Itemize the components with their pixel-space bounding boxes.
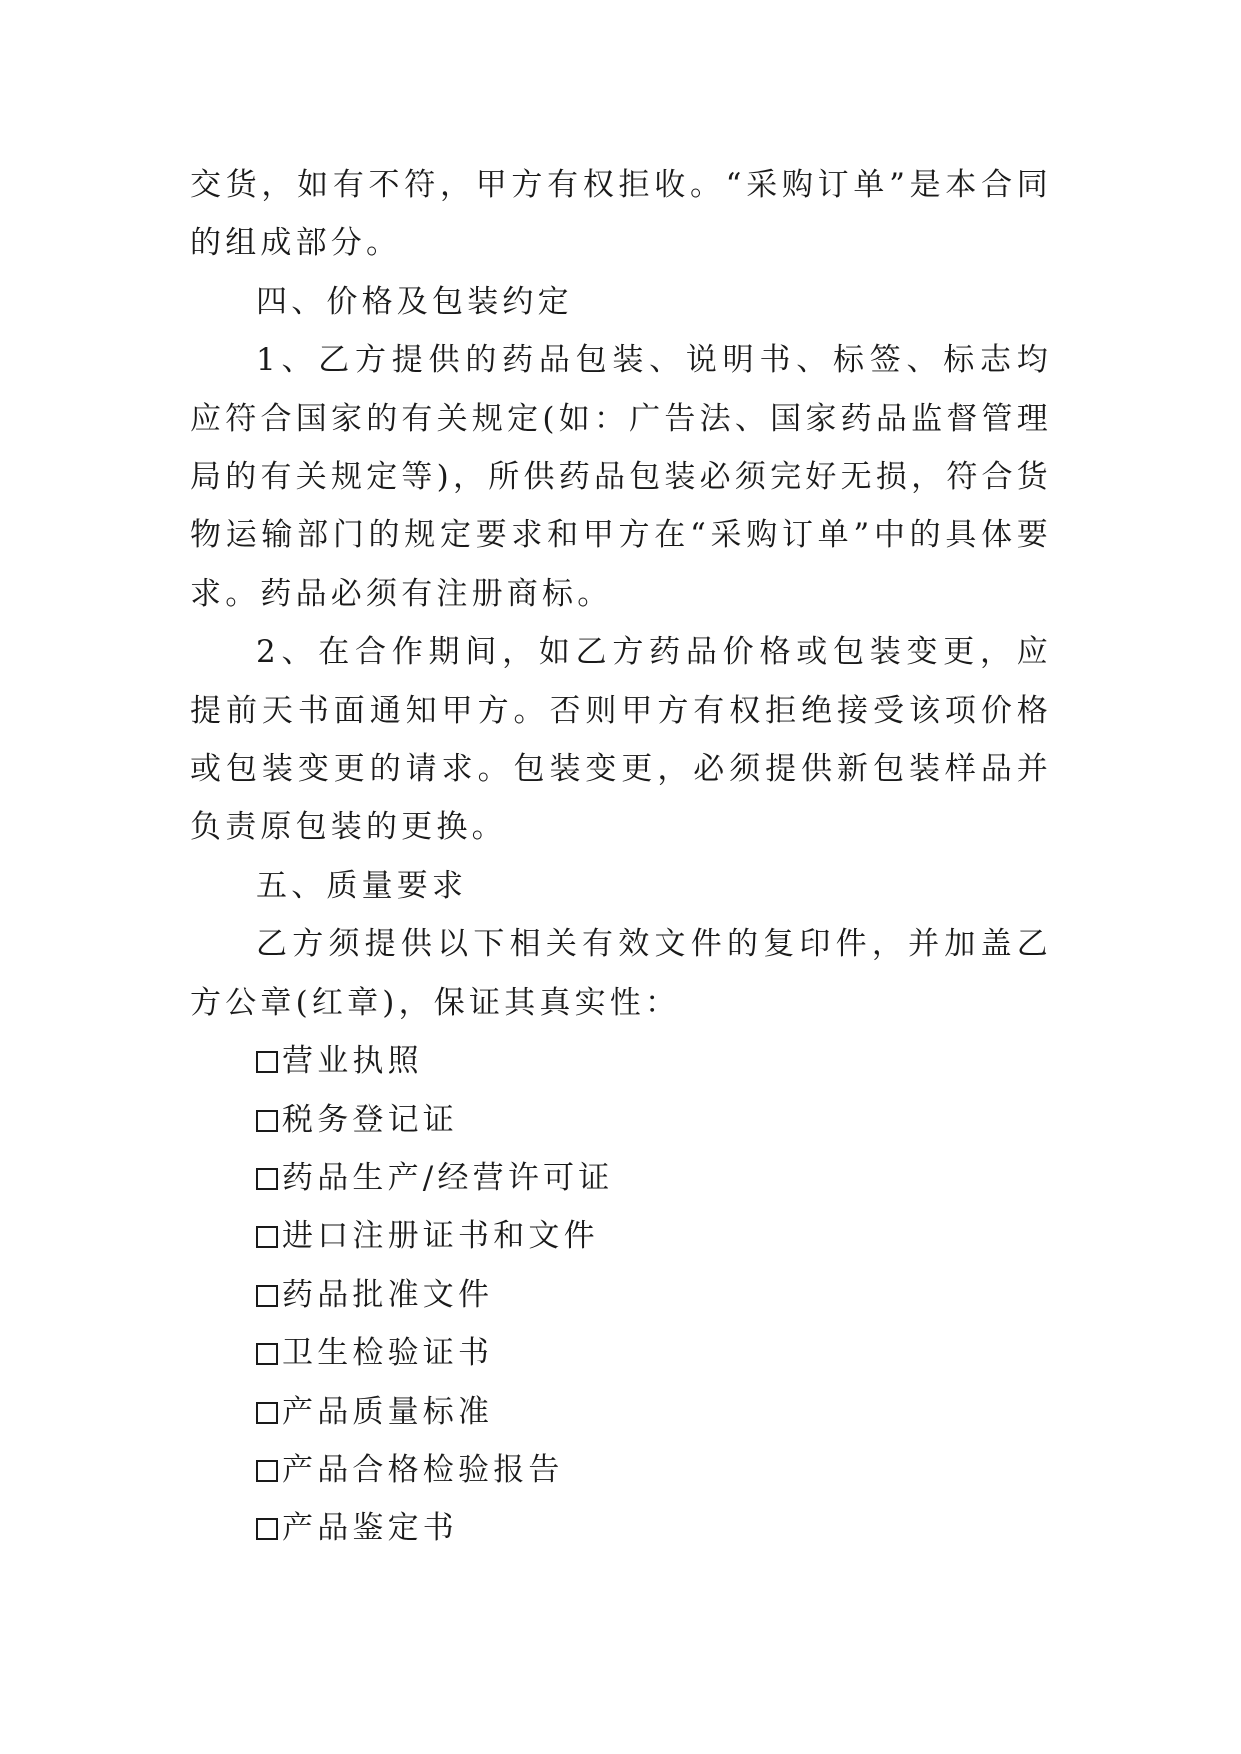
checklist-item-label: 进口注册证书和文件: [282, 1218, 599, 1255]
section-heading-quality: 五、质量要求: [256, 867, 468, 904]
checklist-item: [190, 1441, 1052, 1499]
checkbox-icon[interactable]: [256, 1460, 278, 1482]
checklist-item-label: 产品质量标准: [282, 1393, 494, 1430]
checklist-item: [190, 1091, 1052, 1149]
paragraph-delivery: 交货，如有不符，甲方有权拒收。“采购订单”是本合同的组成部分。: [190, 167, 1052, 262]
checklist-item-label: 税务登记证: [282, 1101, 458, 1138]
paragraph-change-notice: 2、在合作期间，如乙方药品价格或包装变更，应提前天书面通知甲方。否则甲方有权拒绝接受该项价格或包装变更的请求。包装变更，必须提供新包装样品并负责原包装的更换。: [190, 634, 1052, 846]
checkbox-icon[interactable]: [256, 1518, 278, 1540]
checklist-item: [190, 1383, 1052, 1441]
checkbox-icon[interactable]: [256, 1285, 278, 1307]
checklist-item-label: 营业执照: [282, 1043, 423, 1080]
checkbox-icon[interactable]: [256, 1168, 278, 1190]
checklist-item-label: 药品批准文件: [282, 1276, 494, 1313]
checkbox-icon[interactable]: [256, 1402, 278, 1424]
document-checklist: [190, 1032, 1052, 1558]
checklist-item: [190, 1499, 1052, 1557]
paragraph-required-documents: 乙方须提供以下相关有效文件的复印件，并加盖乙方公章(红章)，保证其真实性：: [190, 926, 1052, 1021]
checklist-item: [190, 1266, 1052, 1324]
checklist-item-label: 药品生产/经营许可证: [282, 1159, 614, 1196]
checklist-item: [190, 1149, 1052, 1207]
paragraph-packaging-rules: 1、乙方提供的药品包装、说明书、标签、标志均应符合国家的有关规定(如：广告法、国家药品监督管理局的有关规定等)，所供药品包装必须完好无损，符合货物运输部门的规定要求和甲方在“采购订单”中的具体要求。药品必须有注册商标。: [190, 342, 1052, 612]
checklist-item: [190, 1207, 1052, 1265]
checklist-item: [190, 1324, 1052, 1382]
checklist-item-label: 产品鉴定书: [282, 1510, 458, 1547]
section-heading-price-packaging: 四、价格及包装约定: [256, 283, 573, 320]
checkbox-icon[interactable]: [256, 1226, 278, 1248]
checkbox-icon[interactable]: [256, 1343, 278, 1365]
checklist-item-label: 卫生检验证书: [282, 1335, 494, 1372]
checklist-item: [190, 1032, 1052, 1090]
checklist-item-label: 产品合格检验报告: [282, 1451, 564, 1488]
document-body: [190, 156, 1052, 1558]
checkbox-icon[interactable]: [256, 1051, 278, 1073]
checkbox-icon[interactable]: [256, 1110, 278, 1132]
